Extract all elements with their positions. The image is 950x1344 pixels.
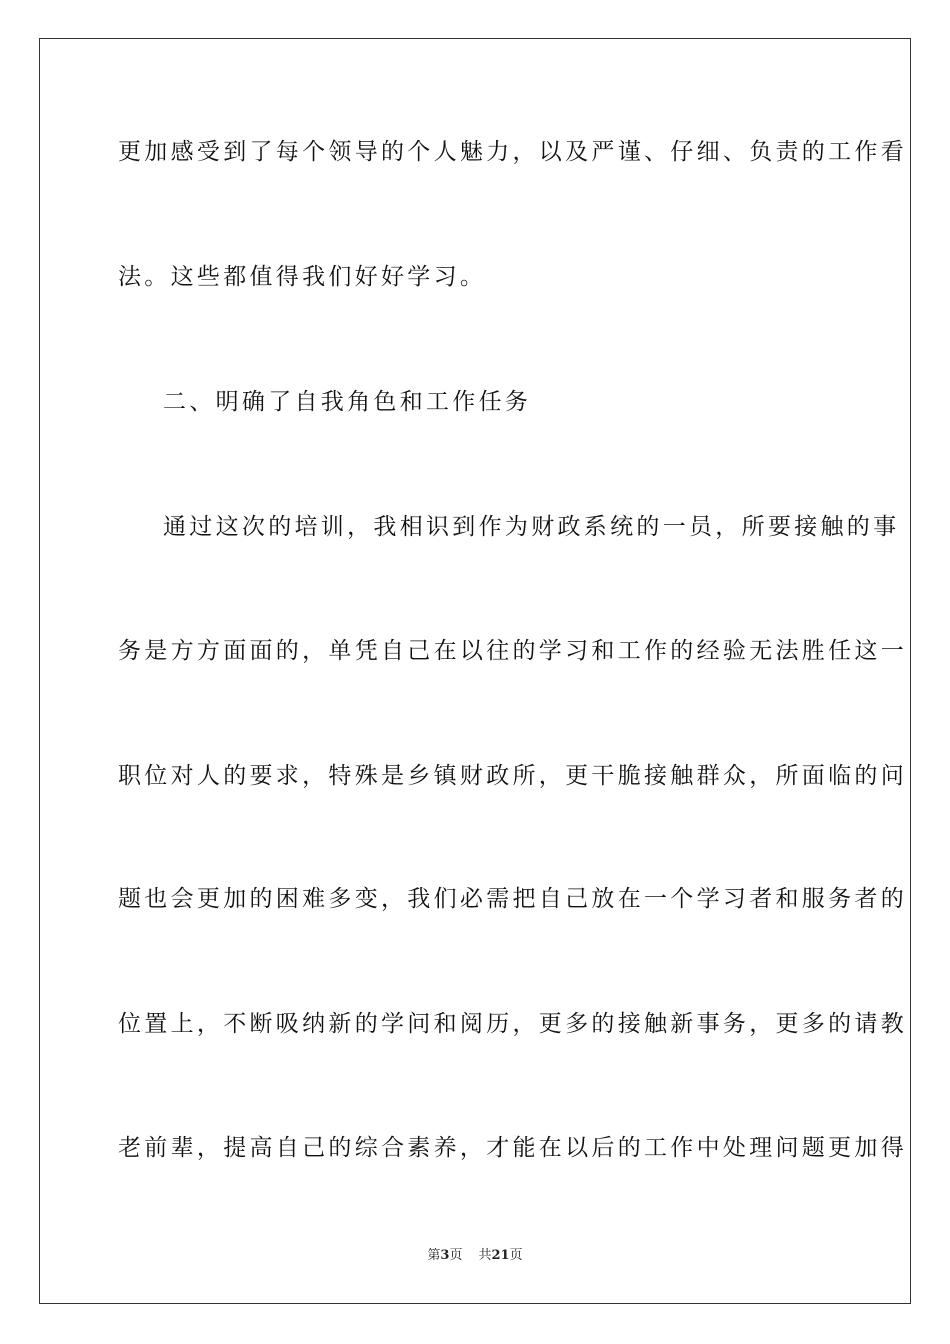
body-line-4: 务是方方面面的，单凭自己在以往的学习和工作的经验无法胜任这一 — [118, 638, 907, 664]
footer-total-pages: 21 — [491, 1248, 510, 1263]
body-line-2: 法。这些都值得我们好好学习。 — [118, 264, 487, 290]
body-line-5: 职位对人的要求，特殊是乡镇财政所，更干脆接触群众，所面临的问 — [118, 763, 907, 789]
footer-page-number: 3 — [440, 1248, 450, 1263]
page-footer — [0, 1247, 950, 1265]
body-line-1: 更加感受到了每个领导的个人魅力，以及严谨、仔细、负责的工作看 — [118, 139, 907, 165]
section-heading: 二、明确了自我角色和工作任务 — [163, 389, 532, 415]
body-line-6: 题也会更加的困难多变，我们必需把自己放在一个学习者和服务者的 — [118, 886, 907, 912]
body-line-8: 老前辈，提高自己的综合素养，才能在以后的工作中处理问题更加得 — [118, 1135, 907, 1161]
footer-page-suffix: 页 — [449, 1248, 463, 1263]
footer-total-suffix: 页 — [509, 1248, 523, 1263]
footer-total-prefix: 共 — [478, 1248, 492, 1263]
body-line-7: 位置上，不断吸纳新的学问和阅历，更多的接触新事务，更多的请教 — [118, 1011, 907, 1037]
body-line-3: 通过这次的培训，我相识到作为财政系统的一员，所要接触的事 — [163, 514, 900, 540]
page-border — [39, 38, 911, 1304]
footer-page-prefix: 第 — [427, 1248, 441, 1263]
